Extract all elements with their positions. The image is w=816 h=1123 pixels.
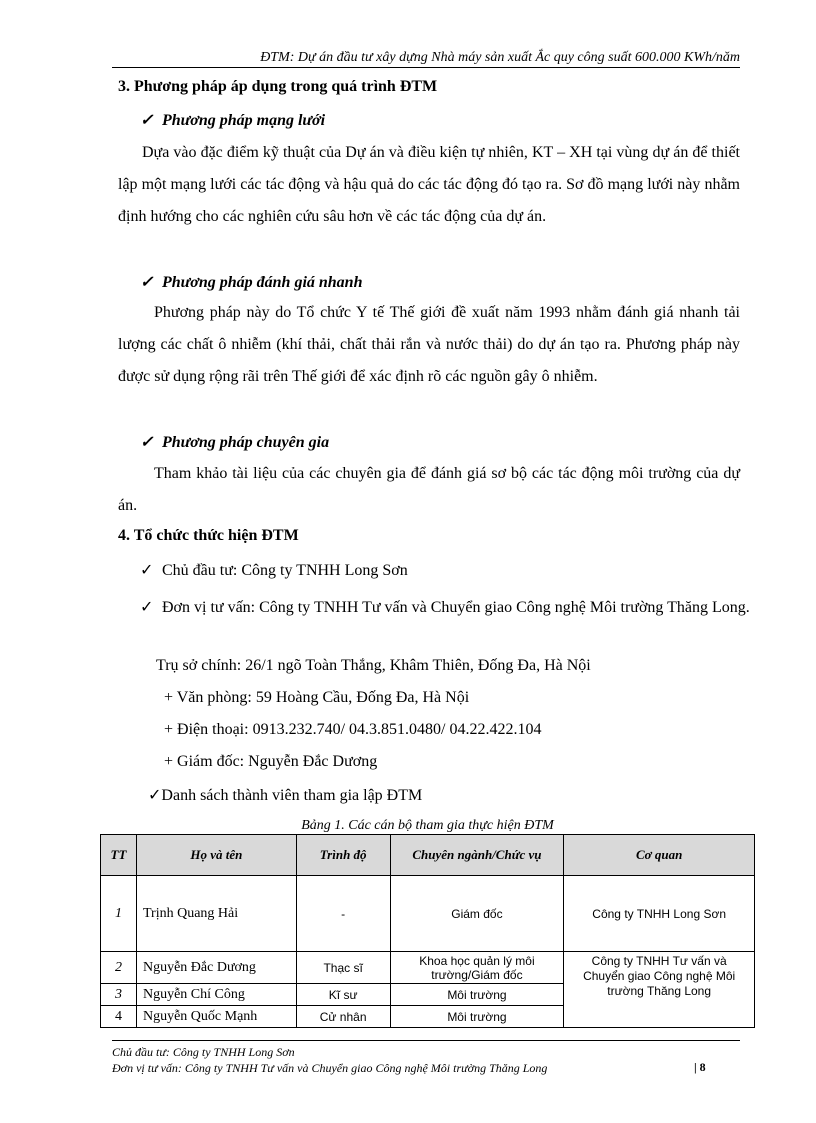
header-tt: TT <box>101 835 137 876</box>
table-row: 3 Nguyễn Chí Công Kĩ sư Môi trường <box>101 984 755 1006</box>
footer-owner: Chủ đầu tư: Công ty TNHH Long Sơn <box>112 1045 295 1059</box>
consultant-line: ✓ Đơn vị tư vấn: Công ty TNHH Tư vấn và Chuyển giao Công nghệ Môi trường Thăng Long. <box>140 592 764 624</box>
page-footer <box>112 1040 740 1076</box>
staff-table <box>100 834 755 1028</box>
members-line: ✓Danh sách thành viên tham gia lập ĐTM <box>148 787 423 804</box>
office-line: + Văn phòng: 59 Hoàng Cầu, Đống Đa, Hà Nội <box>164 689 470 706</box>
section-4-heading: 4. Tổ chức thức hiện ĐTM <box>118 527 299 544</box>
header-org: Cơ quan <box>564 835 755 876</box>
method-rapid-text: Phương pháp này do Tổ chức Y tế Thế giới đề xuất năm 1993 nhằm đánh giá nhanh tải lượng các chất ô nhiễm (khí thải, chất thải rắn và nước thải) do dự án tạo ra. Phương pháp này được sử dụng rộng rãi trên Thế giới để xác định rõ các nguồn gây ô nhiễm. <box>118 304 740 385</box>
method-network-title: ✓ Phương pháp mạng lưới <box>140 112 326 129</box>
owner-line: ✓ Chủ đầu tư: Công ty TNHH Long Sơn <box>140 562 408 579</box>
checkmark-icon: ✓ <box>148 787 162 804</box>
head-office-line: Trụ sở chính: 26/1 ngõ Toàn Thắng, Khâm Thiên, Đống Đa, Hà Nội <box>156 657 591 674</box>
footer-consultant: Đơn vị tư vấn: Công ty TNHH Tư vấn và Chuyển giao Công nghệ Môi trường Thăng Long <box>112 1061 548 1075</box>
table-row: 1 Trịnh Quang Hải - Giám đốc Công ty TNHH Long Sơn <box>101 876 755 952</box>
table-header-row <box>101 835 755 876</box>
method-expert-text: Tham khảo tài liệu của các chuyên gia để đánh giá sơ bộ các tác động môi trường của dự án. <box>118 465 740 514</box>
checkmark-icon: ✓ <box>140 562 154 579</box>
method-rapid-title: ✓ Phương pháp đánh giá nhanh <box>140 274 363 291</box>
page-header: ĐTM: Dự án đầu tư xây dựng Nhà máy sản xuất Ắc quy công suất 600.000 KWh/năm <box>112 50 740 68</box>
checkmark-icon: ✓ <box>140 434 154 451</box>
phone-line: + Điện thoại: 0913.232.740/ 04.3.851.0480/ 04.22.422.104 <box>164 721 542 738</box>
header-name: Họ và tên <box>136 835 296 876</box>
page-number: | 8 <box>694 1060 706 1074</box>
header-major: Chuyên ngành/Chức vụ <box>390 835 564 876</box>
method-network-text: Dựa vào đặc điểm kỹ thuật của Dự án và điều kiện tự nhiên, KT – XH tại vùng dự án để thiết lập một mạng lưới các tác động và hậu quả do các tác động đó tạo ra. Sơ đồ mạng lưới này nhằm định hướng cho các nghiên cứu sâu hơn về các tác động của dự án. <box>118 144 740 225</box>
checkmark-icon: ✓ <box>140 599 154 616</box>
checkmark-icon: ✓ <box>140 112 154 129</box>
table-caption: Bảng 1. Các cán bộ tham gia thực hiện ĐTM <box>301 818 554 833</box>
checkmark-icon: ✓ <box>140 274 154 291</box>
header-level: Trình độ <box>296 835 390 876</box>
method-expert-title: ✓ Phương pháp chuyên gia <box>140 434 330 451</box>
table-row: 2 Nguyễn Đắc Dương Thạc sĩ Khoa học quản lý môi trường/Giám đốc Công ty TNHH Tư vấn và Chuyển giao Công nghệ Môi trường Thăng Long <box>101 952 755 984</box>
section-3-heading: 3. Phương pháp áp dụng trong quá trình ĐTM <box>118 78 438 95</box>
director-line: + Giám đốc: Nguyễn Đắc Dương <box>164 753 378 770</box>
table-row: 4 Nguyễn Quốc Mạnh Cử nhân Môi trường <box>101 1006 755 1028</box>
